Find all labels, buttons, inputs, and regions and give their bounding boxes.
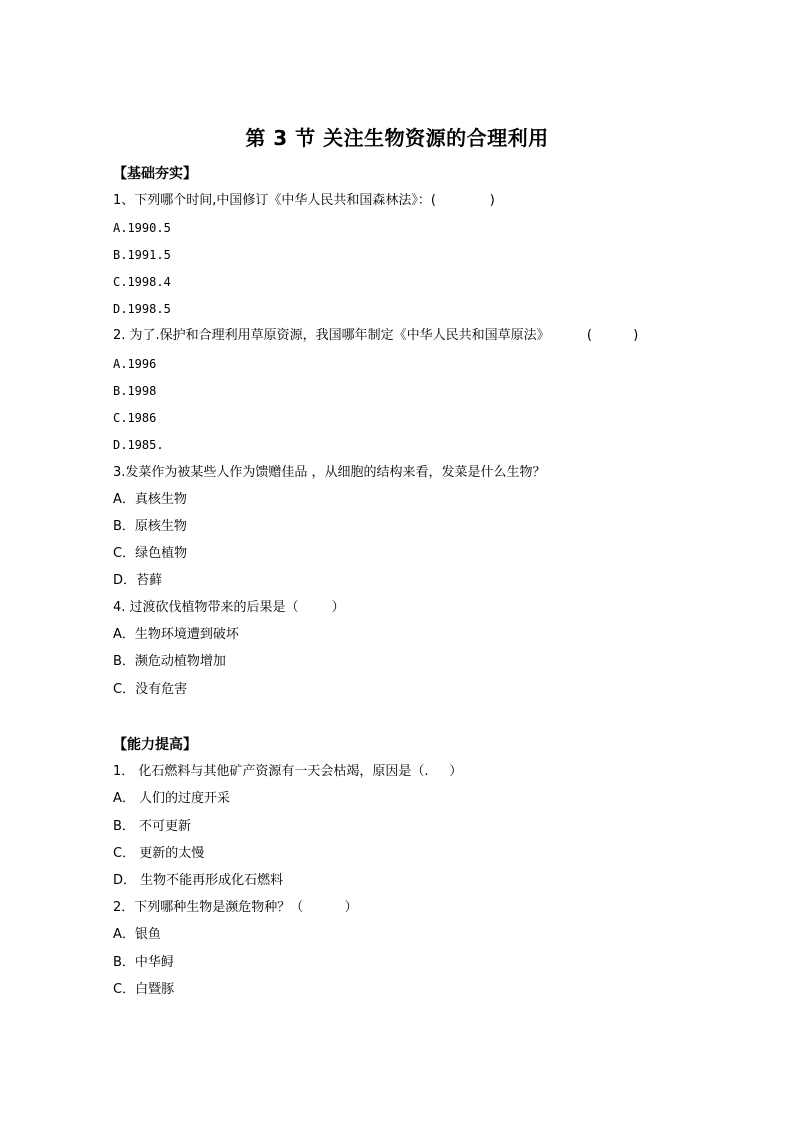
question-4-stem: 4. 过渡砍伐植物带来的后果是（ ） bbox=[113, 600, 345, 615]
advanced-question-2-stem: 2．下列哪种生物是濒危物种？（ ） bbox=[113, 900, 358, 915]
question-3-option-d: D．苔藓 bbox=[113, 573, 163, 588]
question-2-option-c: C.1986 bbox=[113, 411, 157, 425]
question-1-option-a: A.1990.5 bbox=[113, 221, 171, 235]
question-3-option-b: B．原核生物 bbox=[113, 519, 187, 534]
page-title: 第 3 节 关注生物资源的合理利用 bbox=[245, 126, 549, 150]
advanced-question-1-option-c: C． 更新的太慢 bbox=[113, 846, 205, 861]
advanced-question-2-option-b: B．中华鲟 bbox=[113, 955, 174, 970]
question-1-option-c: C.1998.4 bbox=[113, 275, 171, 289]
question-1-option-d: D.1998.5 bbox=[113, 302, 171, 316]
question-2-stem: 2. 为了.保护和合理利用草原资源，我国哪年制定《中华人民共和国草原法》 ( ) bbox=[113, 328, 639, 343]
question-1-stem: 1、下列哪个时间,中国修订《中华人民共和国森林法》：( ) bbox=[113, 193, 495, 208]
question-2-option-b: B.1998 bbox=[113, 384, 157, 398]
question-1-option-b: B.1991.5 bbox=[113, 248, 171, 262]
question-4-option-a: A．生物环境遭到破坏 bbox=[113, 627, 239, 642]
advanced-question-2-option-a: A．银鱼 bbox=[113, 927, 161, 942]
question-2-option-a: A.1996 bbox=[113, 357, 157, 371]
question-3-option-a: A．真核生物 bbox=[113, 492, 187, 507]
advanced-question-1-option-a: A． 人们的过度开采 bbox=[113, 791, 231, 806]
advanced-question-1-stem: 1． 化石燃料与其他矿产资源有一天会枯竭，原因是（. ） bbox=[113, 764, 463, 779]
question-4-option-b: B．濒危动植物增加 bbox=[113, 654, 226, 669]
question-4-option-c: C．没有危害 bbox=[113, 682, 188, 697]
question-2-option-d: D.1985. bbox=[113, 438, 164, 452]
question-3-stem: 3.发菜作为被某些人作为馈赠佳品 ，从细胞的结构来看，发菜是什么生物？ bbox=[113, 465, 546, 480]
advanced-question-1-option-d: D． 生物不能再形成化石燃料 bbox=[113, 873, 284, 888]
section-heading-basic: 【基础夯实】 bbox=[113, 166, 197, 182]
advanced-question-1-option-b: B． 不可更新 bbox=[113, 819, 192, 834]
advanced-question-2-option-c: C．白暨豚 bbox=[113, 982, 175, 997]
question-3-option-c: C．绿色植物 bbox=[113, 546, 188, 561]
section-heading-advanced: 【能力提高】 bbox=[113, 737, 197, 753]
